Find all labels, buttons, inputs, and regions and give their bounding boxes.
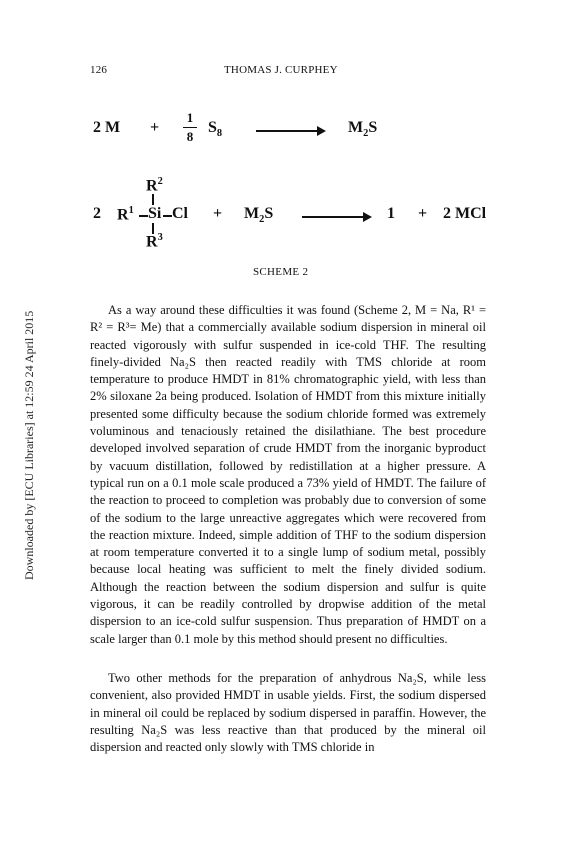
r3-symbol: R — [146, 233, 158, 251]
m2s-m: M — [348, 119, 364, 136]
silicon-atom: Si — [148, 205, 162, 222]
plus-sign: + — [150, 119, 160, 136]
running-head: THOMAS J. CURPHEY — [224, 64, 338, 76]
reactant-m2s — [244, 205, 273, 225]
m2s-m: M — [244, 205, 260, 222]
bond-r1-si — [139, 215, 148, 217]
product-2mcl: 2 MCl — [443, 205, 487, 222]
scheme-caption: SCHEME 2 — [253, 266, 309, 278]
s8-subscript: 8 — [216, 128, 223, 140]
plus-sign: + — [418, 205, 428, 222]
paragraph-1 — [90, 302, 486, 648]
paragraph-1-text: As a way around these difficulties it was found (Scheme 2, M = Na, R¹ = R² = R³= Me) that a commercially available sodium dispersion in mineral oil reacted vigorously with sulfur suspended in ice-cold THF. The resulting finely-divided Na₂S then reacted readily with TMS chloride at room temperature to produce HMDT in 81% chromatographic yield, with less than 2% siloxane 2a being produced. Isolation of HMDT from this mixture initially presented some difficulty because the sodium chloride formed was extremely voluminous and tenaciously retained the disilathiane. The best procedure developed involved separation of crude HMDT from the inorganic byproduct by vacuum distillation, followed by redistillation at a higher pressure. A typical run on a 0.1 mole scale produced a 73% yield of HMDT. The failure of the reaction to proceed to completion was probably due to conversion of some of the sodium to the large unreactive aggregates which were recovered from the reaction mixture. Indeed, simple addition of THF to the sodium dispersion at room temperature converted it to a single lump of sodium metal, possibly because local heating was sufficient to melt the finely divided sodium. Although the reaction between the sodium dispersion and sulfur is quite vigorous, it can be readily controlled by dropwise addition of the metal dispersion to an ice-cold sulfur suspension. Thus preparation of HMDT on a scale larger than 0.1 mole by this method should present no difficulties. — [90, 303, 486, 646]
r3-group — [146, 232, 163, 251]
reaction-arrow-1 — [256, 130, 324, 132]
s8-symbol: S — [208, 119, 217, 136]
m2s-subscript: 2 — [363, 128, 369, 140]
m2s-subscript: 2 — [259, 214, 265, 226]
bond-si-cl — [163, 215, 172, 217]
r1-symbol: R — [117, 206, 129, 224]
r2-superscript: 2 — [157, 176, 163, 187]
plus-sign: + — [213, 205, 223, 222]
fraction-numerator: 1 — [186, 110, 194, 125]
r2-symbol: R — [146, 177, 158, 195]
r1-superscript: 1 — [128, 205, 134, 216]
paragraph-2 — [90, 670, 486, 756]
fraction-one-eighth — [183, 110, 197, 145]
r3-superscript: 3 — [157, 232, 163, 243]
m2s-s: S — [264, 205, 274, 222]
fraction-denominator: 8 — [186, 129, 194, 144]
chlorine-atom: Cl — [172, 205, 188, 222]
r2-group — [146, 176, 163, 195]
product-1: 1 — [387, 205, 395, 222]
download-watermark: Downloaded by [ECU Libraries] at 12:59 24 April 2015 — [22, 310, 36, 580]
reaction-arrow-2 — [302, 216, 370, 218]
sulfur-s8 — [208, 119, 222, 139]
page-number: 126 — [90, 64, 108, 76]
r1-group — [117, 205, 134, 224]
product-m2s — [348, 119, 377, 139]
paragraph-2-text: Two other methods for the preparation of anhydrous Na₂S, while less convenient, also provided HMDT in usable yields. First, the sodium dispersed in mineral oil could be replaced by sodium dispersed in paraffin. However, the resulting Na₂S was less reactive than that produced by the mineral oil dispersion and reacted only slowly with TMS chloride in — [90, 671, 486, 755]
bond-r2-si — [152, 194, 154, 205]
reactant-2m: 2 M — [93, 119, 121, 136]
m2s-s: S — [368, 119, 378, 136]
coefficient-2: 2 — [93, 205, 101, 222]
